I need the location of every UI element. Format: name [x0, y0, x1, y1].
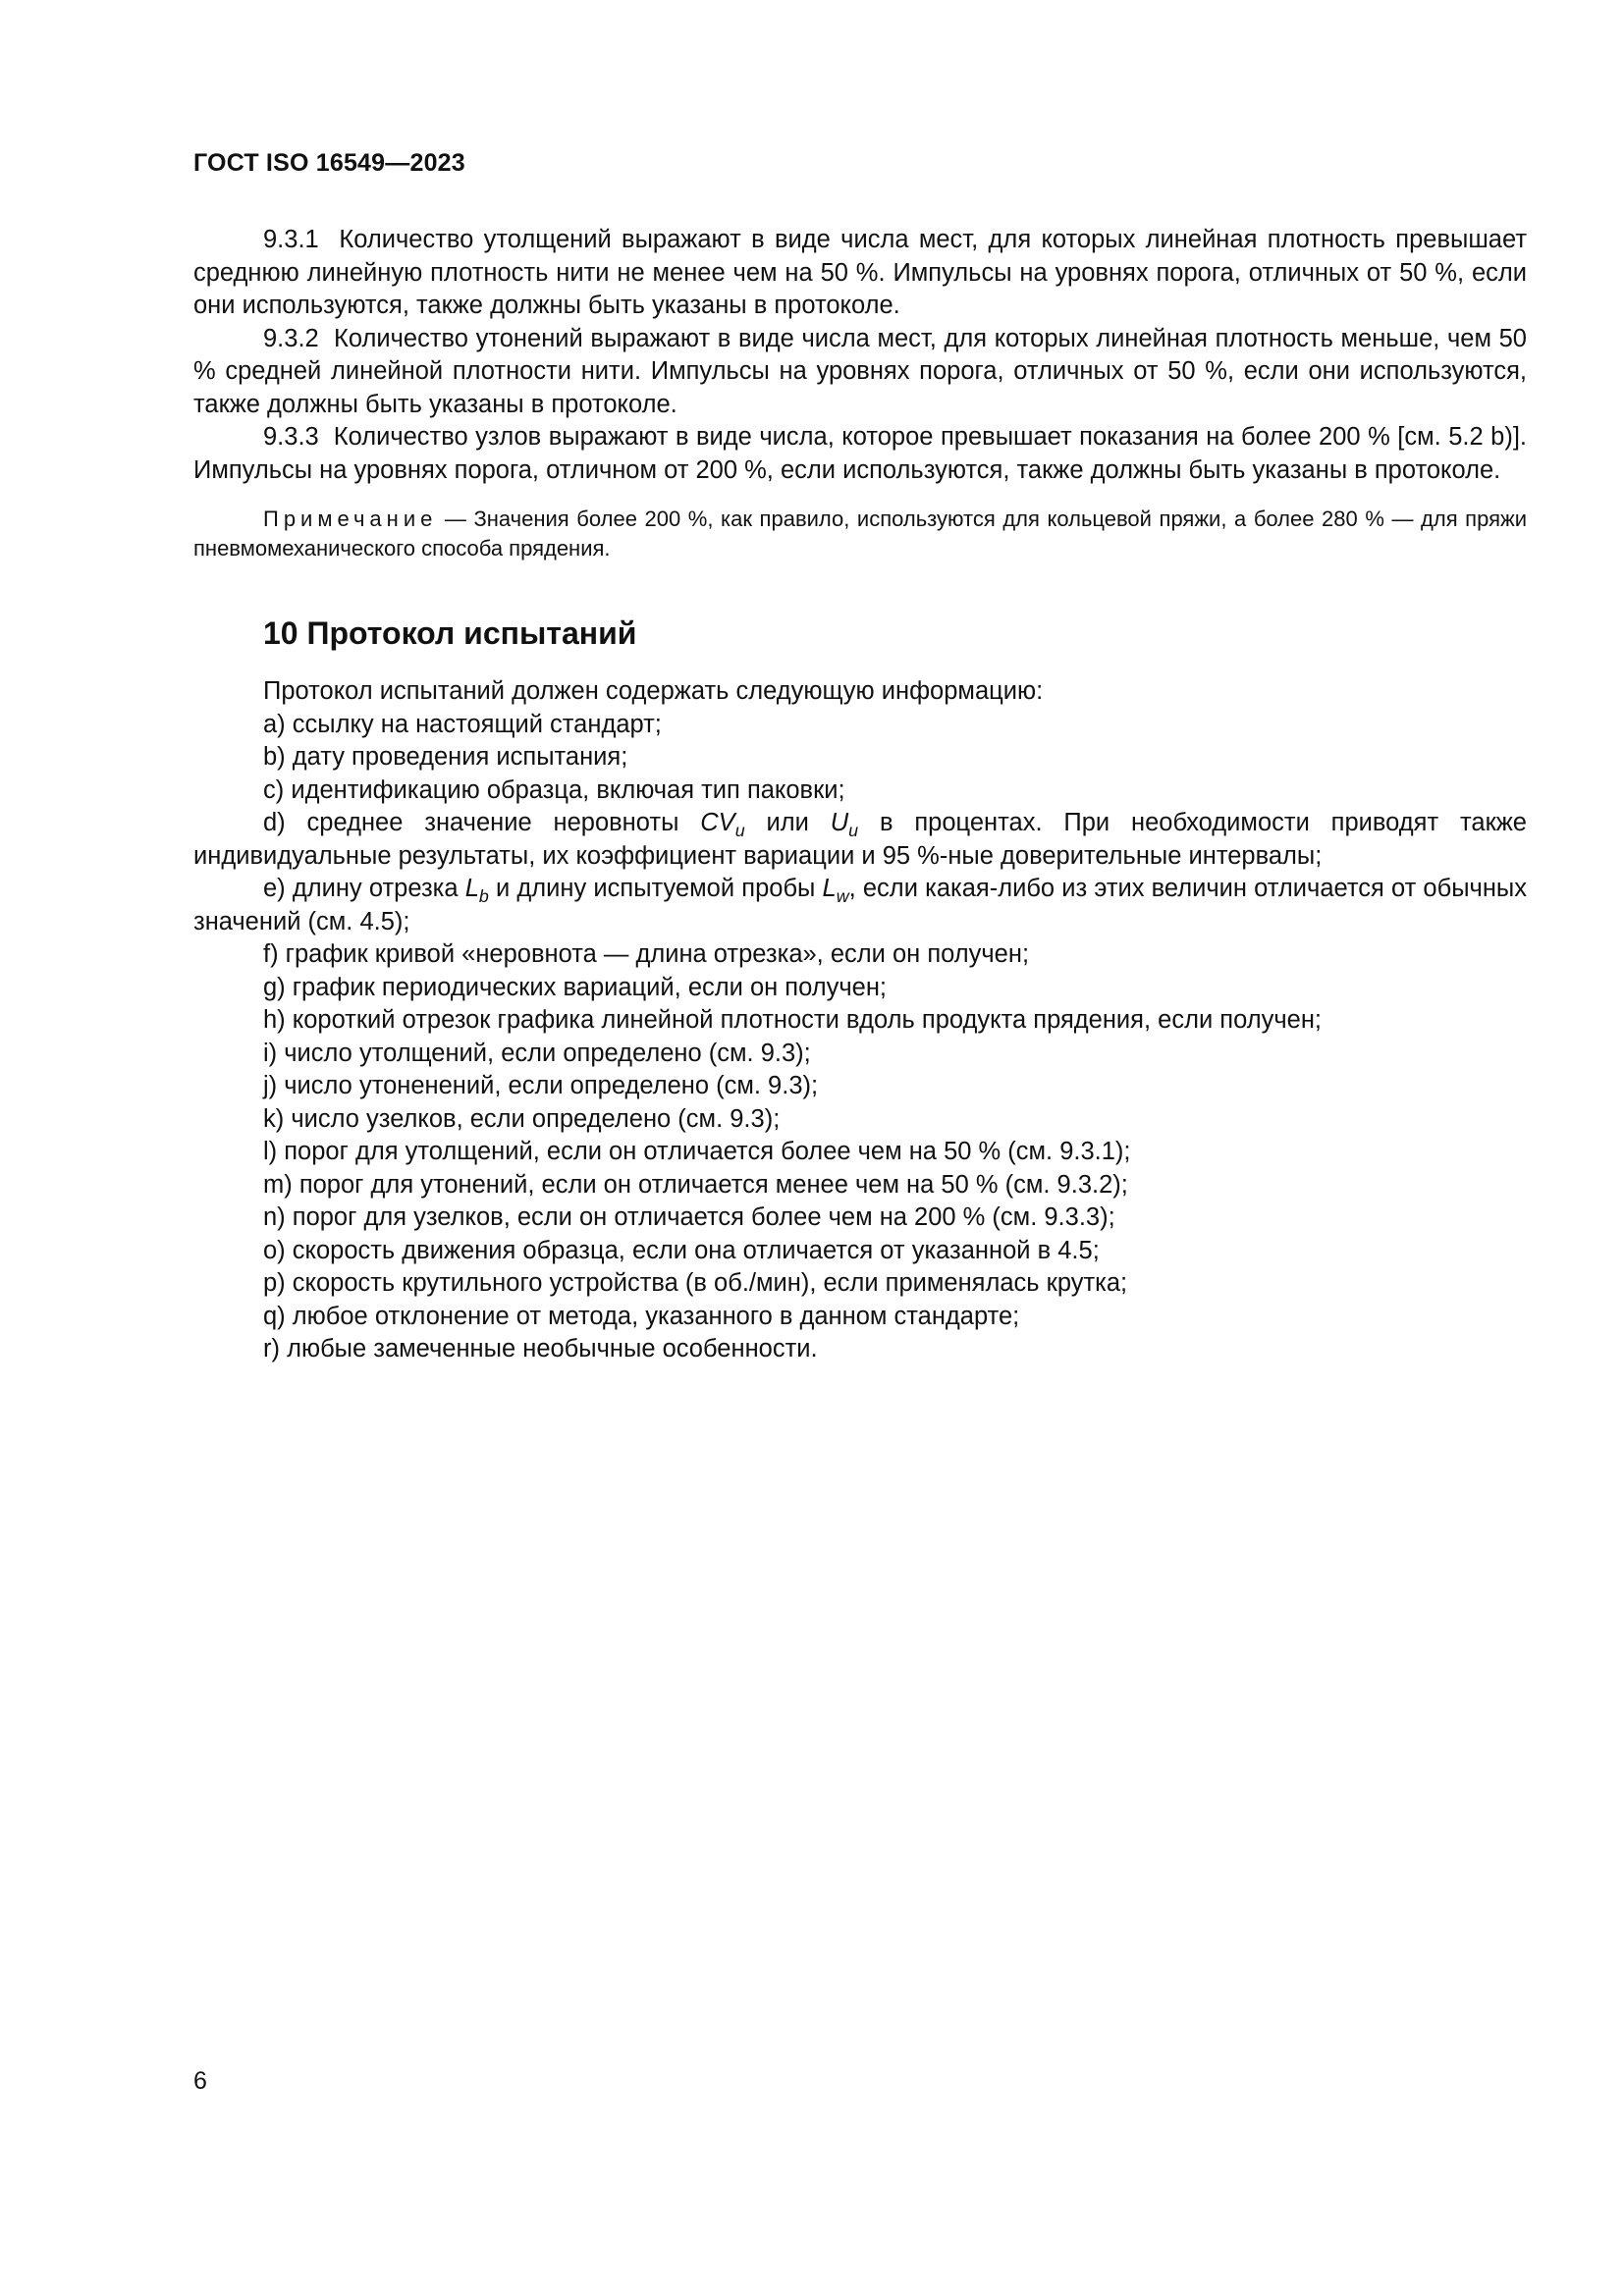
list-item-a: a) ссылку на настоящий стандарт;: [263, 710, 662, 738]
list-item-k: k) число узелков, если определено (см. 9.3);: [263, 1104, 781, 1133]
list-item-n: n) порог для узелков, если он отличается более чем на 200 % (см. 9.3.3);: [263, 1203, 1115, 1231]
section-10-intro: Протокол испытаний должен содержать следующую информацию:: [263, 677, 1044, 705]
symbol-lb-sub: b: [478, 886, 489, 906]
item-e-post: , если какая-либо из этих величин отличается от обычных значений (см. 4.5);: [193, 875, 1527, 935]
list-item-e: [193, 873, 1527, 938]
list-item-p: p) скорость крутильного устройства (в об./мин), если применялась крутка;: [263, 1269, 1128, 1297]
clause-text: Количество утолщений выражают в виде числа мест, для которых линейная плотность превышает среднюю линейную плотность нити не менее чем на 50 %. Импульсы на уровнях порога, отличных от 50 %, если они используются, также должны быть указаны в протоколе.: [193, 226, 1527, 319]
list-item-m: m) порог для утонений, если он отличается менее чем на 50 % (см. 9.3.2);: [263, 1170, 1128, 1199]
note-text: — Значения более 200 %, как правило, используются для кольцевой пряжи, а более 280 % — для пряжи пневмомеханического способа прядения.: [193, 507, 1527, 561]
symbol-u-sub: u: [848, 821, 859, 840]
clause-text: Количество узлов выражают в виде числа, которое превышает показания на более 200 % [см. 5.2 b)]. Импульсы на уровнях порога, отличном от 200 %, если используются, также должны быть указаны в протоколе.: [193, 423, 1528, 484]
list-item-q: q) любое отклонение от метода, указанного в данном стандарте;: [263, 1302, 1020, 1330]
list-item-b: b) дату проведения испытания;: [263, 743, 628, 771]
list-item-f: f) график кривой «неровнота — длина отрезка», если он получен;: [263, 940, 1030, 968]
page-number: 6: [193, 2067, 207, 2095]
list-item-d: [193, 807, 1527, 873]
symbol-cv: CV: [700, 809, 735, 836]
document-body: [193, 224, 1527, 1366]
list-item-j: j) число утоненений, если определено (см. 9.3);: [263, 1072, 819, 1099]
item-e-pre: e) длину отрезка: [263, 875, 465, 902]
list-item-l: l) порог для утолщений, если он отличается более чем на 50 % (см. 9.3.1);: [263, 1138, 1131, 1165]
clause-number: 9.3.1: [263, 226, 319, 253]
symbol-lb: L: [464, 875, 479, 902]
list-item-i: i) число утолщений, если определено (см. 9.3);: [263, 1039, 811, 1067]
clause-text: Количество утонений выражают в виде числа мест, для которых линейная плотность меньше, чем 50 % средней линейной плотности нити. Импульсы на уровнях порога, отличных от 50 %, если они используются, также должны быть указаны в протоколе.: [193, 324, 1527, 418]
item-e-mid: и длину испытуемой пробы: [488, 875, 823, 902]
list-item-r: r) любые замеченные необычные особенности.: [263, 1335, 818, 1362]
list-item-o: o) скорость движения образца, если она отличается от указанной в 4.5;: [263, 1236, 1100, 1264]
clause-number: 9.3.2: [263, 324, 319, 352]
paragraph-9-3-3: [193, 421, 1527, 487]
item-d-pre: d) среднее значение неровноты: [263, 809, 701, 836]
list-item-c: c) идентификацию образца, включая тип паковки;: [263, 775, 845, 804]
symbol-lw: L: [822, 875, 837, 902]
paragraph-9-3-1: [193, 224, 1527, 323]
symbol-u: U: [830, 809, 849, 836]
note: [193, 505, 1527, 563]
clause-number: 9.3.3: [263, 423, 319, 451]
section-10-title: 10 Протокол испытаний: [263, 615, 637, 651]
list-item-g: g) график периодических вариаций, если он получен;: [263, 973, 887, 1001]
paragraph-9-3-2: [193, 323, 1527, 422]
item-d-mid: или: [744, 809, 831, 836]
document-header: ГОСТ ISO 16549—2023: [193, 149, 465, 177]
item-d-post: в процентах. При необходимости приводят также индивидуальные результаты, их коэффициент вариации и 95 %-ные доверительные интервалы;: [193, 809, 1527, 870]
symbol-cv-sub: u: [734, 821, 745, 840]
symbol-lw-sub: w: [836, 886, 849, 906]
list-item-h: h) короткий отрезок графика линейной плотности вдоль продукта прядения, если получен;: [263, 1006, 1322, 1034]
note-label: Примечание: [263, 507, 438, 531]
test-report-list: [193, 675, 1527, 1366]
